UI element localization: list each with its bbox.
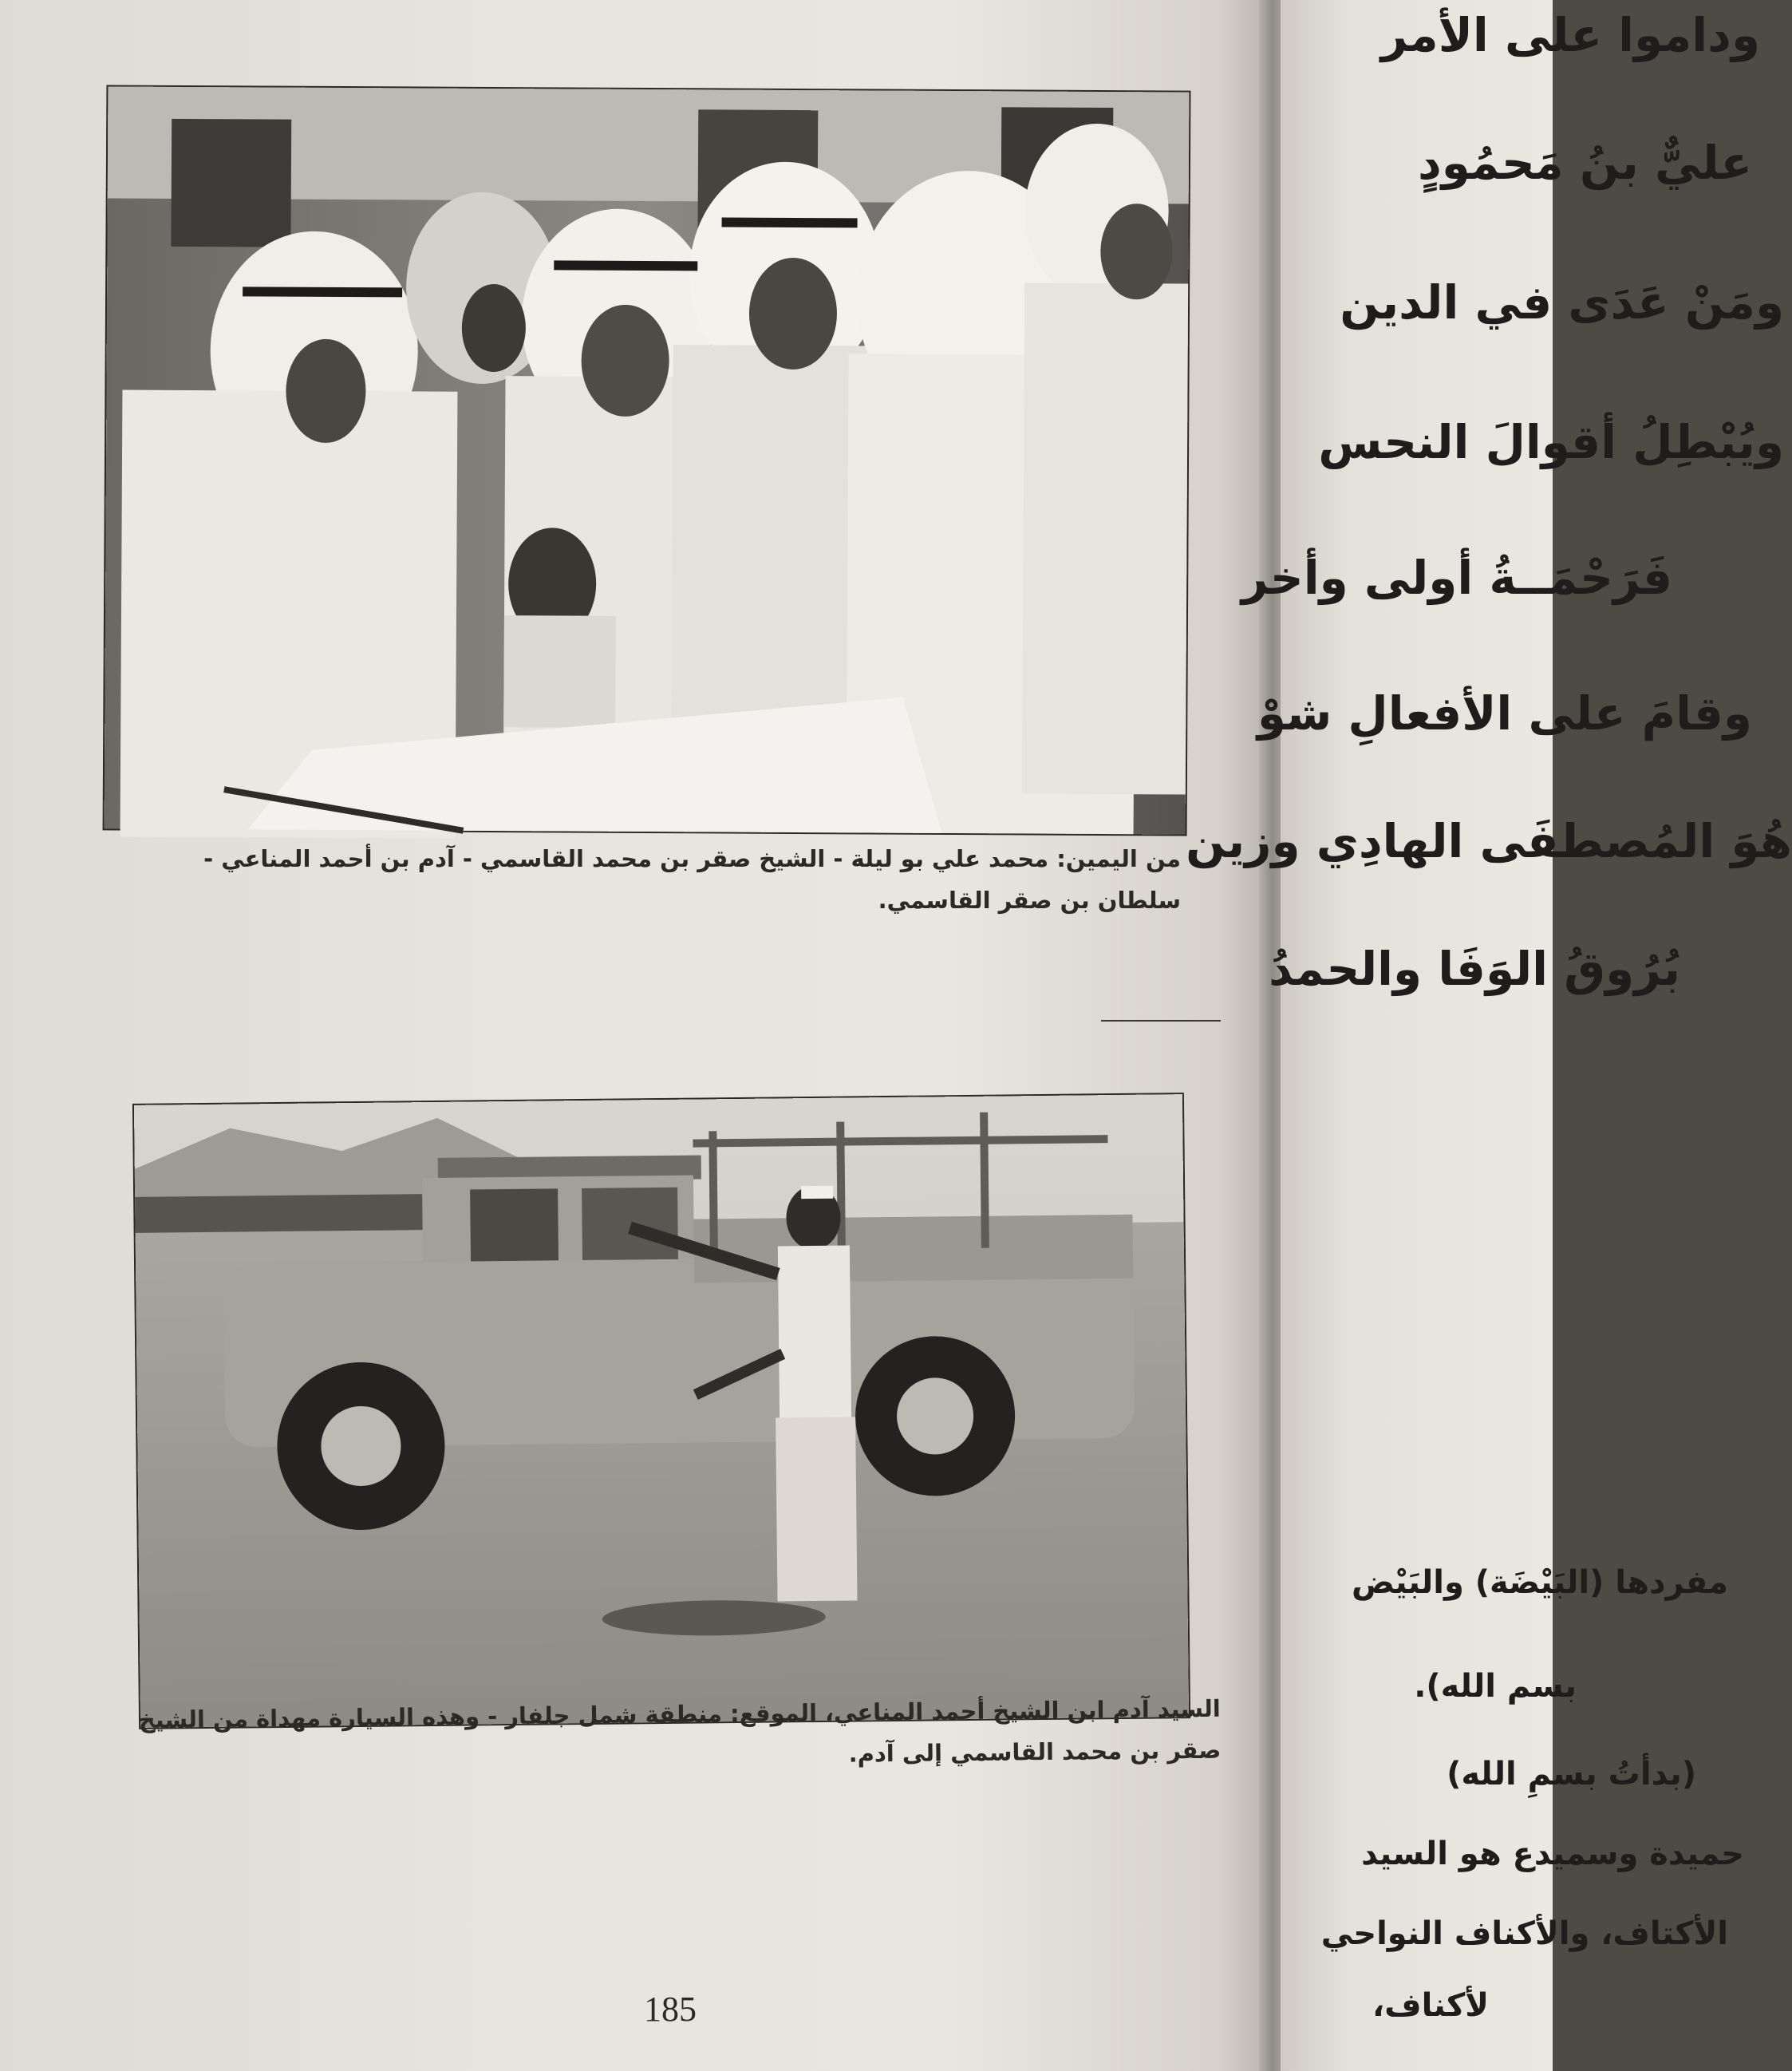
- facing-verse-line: وقامَ على الأفعالِ شوْ: [1257, 686, 1752, 741]
- facing-prose-line: بسم الله).: [1414, 1668, 1577, 1705]
- facing-verse-line: فَرَحْمَــةُ أولى وأخر: [1241, 551, 1672, 605]
- facing-verse-line: وداموا على الأمر: [1380, 8, 1760, 62]
- facing-page: [1186, 0, 1792, 2071]
- photo-man-with-vehicle-image: [134, 1094, 1189, 1728]
- facing-verse-line: هُوَ المُصطفَى الهادِي وزين: [1186, 814, 1792, 868]
- facing-prose-line: لأكناف،: [1372, 1987, 1489, 2024]
- photo-group-portrait-caption: من اليمين: محمد علي بو ليلة - الشيخ صقر بن محمد القاسمي - آدم بن أحمد المناعي - سلطان بن صقر القاسمي.: [203, 845, 1181, 914]
- facing-prose-line: الأكتاف، والأكناف النواحي: [1320, 1915, 1728, 1952]
- margin-rule: [1101, 1020, 1221, 1022]
- photo-man-with-vehicle: [134, 1094, 1189, 1728]
- page-number: 185: [644, 1990, 697, 2029]
- facing-prose-line: (بدأتُ بسمِ الله): [1447, 1756, 1696, 1792]
- facing-prose-line: حميدة وسميدع هو السيد: [1361, 1836, 1744, 1872]
- photo-group-portrait-image: [105, 86, 1190, 834]
- photo-group-portrait: [105, 86, 1190, 834]
- photo-man-with-vehicle-caption: السيد آدم ابن الشيخ أحمد المناعي، الموقع: منطقة شمل جلفار - وهذه السيارة مهداة من الشيخ صقر بن محمد القاسمي إلى آدم.: [138, 1694, 1222, 1768]
- facing-verse-line: ومَنْ عَدَى في الدين: [1340, 275, 1784, 330]
- facing-verse-line: عليٌّ بنُ مَحمُودٍ: [1417, 136, 1752, 190]
- facing-prose-line: مفردها (البَيْضَة) والبَيْض: [1351, 1564, 1728, 1601]
- facing-verse-line: ويُبْطِلُ أقوالَ النحس: [1318, 415, 1784, 469]
- facing-verse-line: بُرُوقُ الوَفَا والحمدُ: [1269, 942, 1680, 996]
